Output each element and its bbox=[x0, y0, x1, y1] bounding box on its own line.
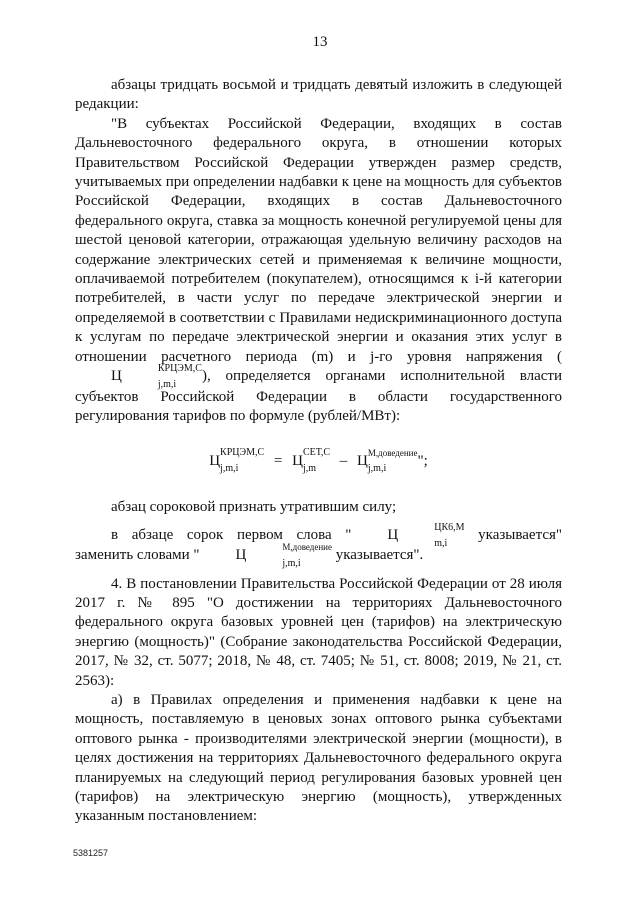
paragraph-rate-tail: ), определяется органами исполнительной власти субъектов Российской Федерации в области государственного регулирования тарифов по формуле (рублей/МВт): bbox=[75, 368, 562, 424]
formula-sup: КРЦЭМ,С bbox=[220, 447, 265, 459]
formula-sub: j,m,i bbox=[220, 463, 239, 475]
formula-indices bbox=[220, 447, 265, 475]
formula-indices bbox=[302, 447, 331, 475]
symbol-indices bbox=[246, 542, 332, 570]
symbol-sup: ЦК6,М bbox=[434, 521, 465, 533]
symbol-indices bbox=[398, 521, 465, 549]
symbol-sub: j,m,i bbox=[282, 558, 301, 570]
paragraph-amend-intro: абзацы тридцать восьмой и тридцать девятый изложить в следующей редакции: bbox=[75, 77, 562, 113]
paragraph-decree-895: 4. В постановлении Правительства Российской Федерации от 28 июля 2017 г. № 895 "О достижении на территориях Дальневосточного федерального округа базовых уровней цен (тарифов) на электрическую энергию (мощность)" (Собрание законодательства Российской Федерации, 2017, № 32, ст. 5077; 2018, № 48, ст. 7405; № 51, ст. 8008; 2019, № 21, ст. 2563): bbox=[75, 575, 562, 689]
formula-base: Ц bbox=[209, 453, 221, 470]
paragraph-rate-lead: "В субъектах Российской Федерации, входящих в состав Дальневосточного федерального округа, в отношении которых Правительством Российской Федерации утвержден размер средств, учитываемых при определении надбавки к цене на мощность для субъектов Российской Федерации, входящих в состав Дальневосточного федерального округа, ставка за мощность конечной регулируемой цены для шестой ценовой категории, отражающая удельную величину расходов на содержание электрических сетей и применяемая к величине мощности, оплачиваемой потребителем (покупателем), относящимся к i-й категории потребителей, в части услуг по передаче электрической энергии и определяемой в соответствии с Правилами недискриминационного доступа к услугам по передаче электрической энергии и оказания этих услуг в отношении расчетного периода (m) и j-го уровня напряжения ( bbox=[75, 115, 562, 365]
symbol-sub: m,i bbox=[434, 537, 448, 549]
symbol-sup: М,доведение bbox=[282, 542, 332, 553]
formula-term-krcem bbox=[209, 447, 265, 475]
symbol-indices bbox=[122, 363, 202, 391]
formula-sup: М,доведение bbox=[367, 448, 418, 459]
formula-term-mdov bbox=[357, 450, 428, 473]
document-code: 5381257 bbox=[73, 848, 109, 858]
formula-indices bbox=[368, 450, 418, 473]
formula bbox=[75, 447, 562, 475]
symbol-base: Ц bbox=[235, 547, 247, 564]
symbol-krcem-inline bbox=[75, 363, 202, 391]
symbol-sub: j,m,i bbox=[157, 379, 177, 391]
symbol-base: Ц bbox=[111, 368, 122, 385]
formula-sub: j,m,i bbox=[367, 463, 387, 475]
symbol-tsk6m bbox=[351, 521, 465, 549]
symbol-mdov bbox=[200, 542, 332, 570]
paragraph-repeal: абзац сороковой признать утратившим силу; bbox=[111, 499, 397, 516]
formula-sub: j,m bbox=[302, 463, 317, 475]
paragraph-rules-a: а) в Правилах определения и применения надбавки к цене на мощность, поставляемую в ценовых зонах оптового рынка субъектами оптового рынка - производителями электрической энергии (мощности), в целях достижения на территориях Дальневосточного федерального округа планируемых на следующий период регулирования базовых уровней цен (тарифов) на электрическую энергию (мощность), утвержденных указанным постановлением: bbox=[75, 691, 562, 825]
document-body bbox=[75, 76, 562, 827]
symbol-sup: КРЦЭМ,С bbox=[157, 363, 202, 375]
formula-sup: СЕТ,С bbox=[302, 447, 331, 459]
formula-base: Ц bbox=[292, 453, 303, 470]
formula-equals: = bbox=[273, 453, 283, 470]
paragraph-rate-definition bbox=[75, 115, 562, 427]
symbol-base: Ц bbox=[387, 526, 399, 543]
replace-lead: в абзаце сорок первом слова " bbox=[111, 526, 352, 543]
formula-base: Ц bbox=[357, 453, 368, 470]
page-number: 13 bbox=[312, 34, 328, 50]
formula-minus: – bbox=[339, 453, 348, 470]
formula-end: "; bbox=[417, 453, 428, 470]
formula-term-set bbox=[292, 447, 331, 475]
paragraph-replace-words bbox=[75, 521, 562, 570]
replace-middle: указывается" заменить словами " bbox=[75, 526, 562, 564]
replace-tail: указывается". bbox=[331, 547, 424, 564]
